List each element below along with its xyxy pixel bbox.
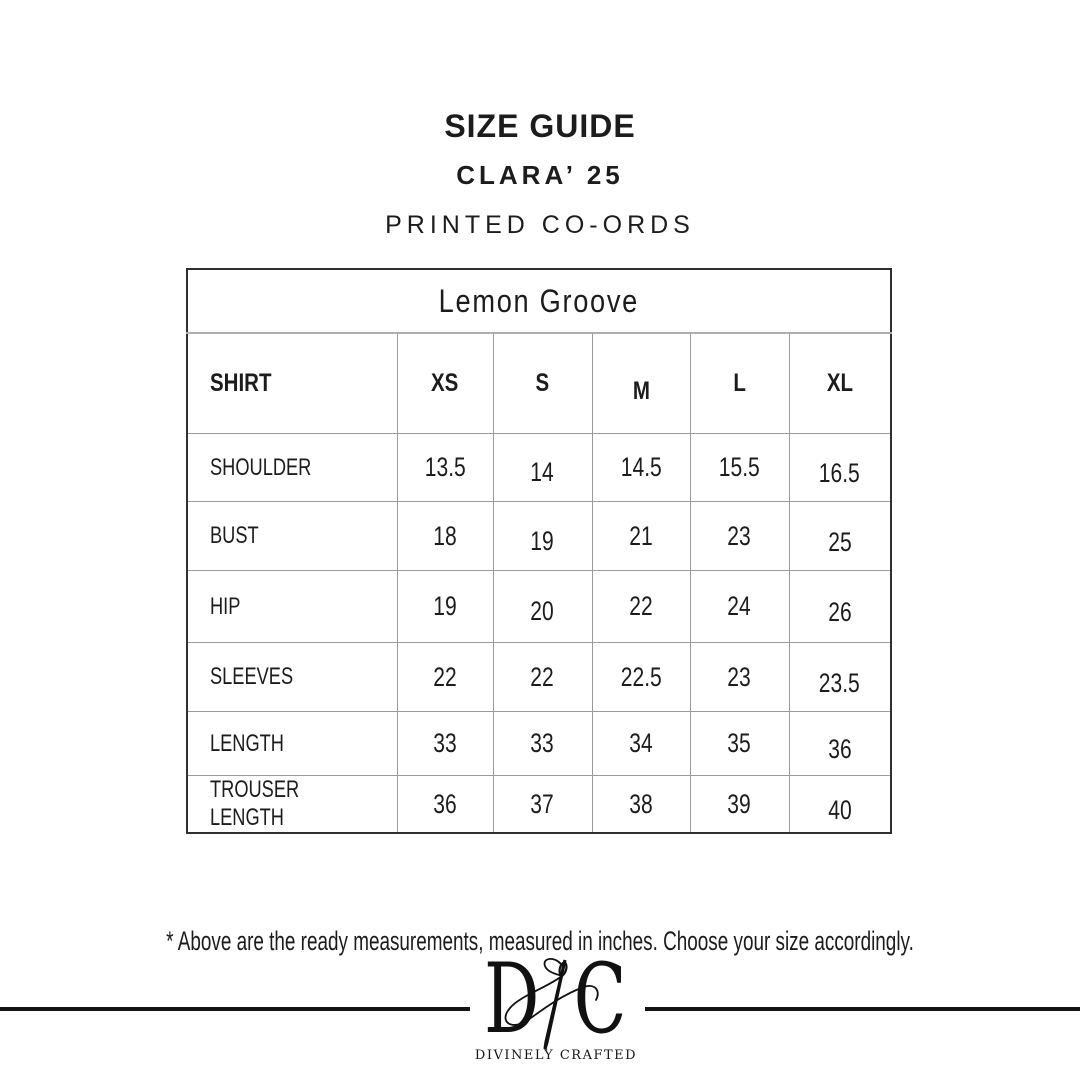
row-label: BUST xyxy=(187,502,397,571)
logo-letter-d: D xyxy=(484,943,540,1055)
size-value-cell: 22 xyxy=(592,571,690,643)
column-header-xs: XS xyxy=(397,333,493,434)
size-value-cell: 24 xyxy=(690,571,789,643)
size-chart-table xyxy=(186,268,892,834)
size-value-cell: 38 xyxy=(592,776,690,834)
size-value-cell: 25 xyxy=(789,502,891,571)
size-value-cell: 14.5 xyxy=(592,434,690,502)
size-value-cell: 22 xyxy=(397,643,493,712)
table-row-hip xyxy=(187,571,891,643)
size-value-cell: 39 xyxy=(690,776,789,834)
divider-line-left xyxy=(0,1007,470,1011)
measurement-note: * Above are the ready measurements, measured in inches. Choose your size accordingly. xyxy=(166,926,914,956)
column-header-l: L xyxy=(690,333,789,434)
size-value-cell: 13.5 xyxy=(397,434,493,502)
size-value-cell: 33 xyxy=(493,712,592,776)
product-type: PRINTED CO-ORDS xyxy=(385,211,695,239)
size-value-cell: 35 xyxy=(690,712,789,776)
row-label: SHOULDER xyxy=(187,434,397,502)
size-value-cell: 15.5 xyxy=(690,434,789,502)
row-label: HIP xyxy=(187,571,397,643)
size-value-cell: 19 xyxy=(493,502,592,571)
size-value-cell: 22.5 xyxy=(592,643,690,712)
divider-line-right xyxy=(645,1007,1080,1011)
size-value-cell: 36 xyxy=(397,776,493,834)
size-value-cell: 20 xyxy=(493,571,592,643)
table-row-bust xyxy=(187,502,891,571)
table-row-shoulder xyxy=(187,434,891,502)
logo-letter-c: C xyxy=(573,943,626,1055)
size-value-cell: 33 xyxy=(397,712,493,776)
size-value-cell: 16.5 xyxy=(789,434,891,502)
needle-and-thread-icon xyxy=(488,956,624,1056)
column-header-shirt: SHIRT xyxy=(187,333,397,434)
size-value-cell: 22 xyxy=(493,643,592,712)
table-row-sleeves xyxy=(187,643,891,712)
brand-logo xyxy=(484,943,626,1056)
size-value-cell: 14 xyxy=(493,434,592,502)
row-label: LENGTH xyxy=(187,712,397,776)
size-value-cell: 23 xyxy=(690,502,789,571)
page-title: SIZE GUIDE xyxy=(444,108,636,144)
brand-name: DIVINELY CRAFTED xyxy=(474,1048,638,1063)
column-header-xl: XL xyxy=(789,333,891,434)
size-header-row xyxy=(187,333,891,434)
table-row-trouser-length xyxy=(187,776,891,834)
table-row-length xyxy=(187,712,891,776)
size-value-cell: 36 xyxy=(789,712,891,776)
size-value-cell: 37 xyxy=(493,776,592,834)
column-header-m: M xyxy=(592,333,690,434)
size-value-cell: 19 xyxy=(397,571,493,643)
size-value-cell: 40 xyxy=(789,776,891,834)
product-name: Lemon Groove xyxy=(187,269,891,333)
size-value-cell: 21 xyxy=(592,502,690,571)
collection-name: CLARA’ 25 xyxy=(456,160,624,190)
size-value-cell: 18 xyxy=(397,502,493,571)
size-value-cell: 23.5 xyxy=(789,643,891,712)
row-label: TROUSER LENGTH xyxy=(187,776,397,834)
product-name-row xyxy=(187,269,891,333)
column-header-s: S xyxy=(493,333,592,434)
size-value-cell: 26 xyxy=(789,571,891,643)
row-label: SLEEVES xyxy=(187,643,397,712)
size-value-cell: 34 xyxy=(592,712,690,776)
size-value-cell: 23 xyxy=(690,643,789,712)
